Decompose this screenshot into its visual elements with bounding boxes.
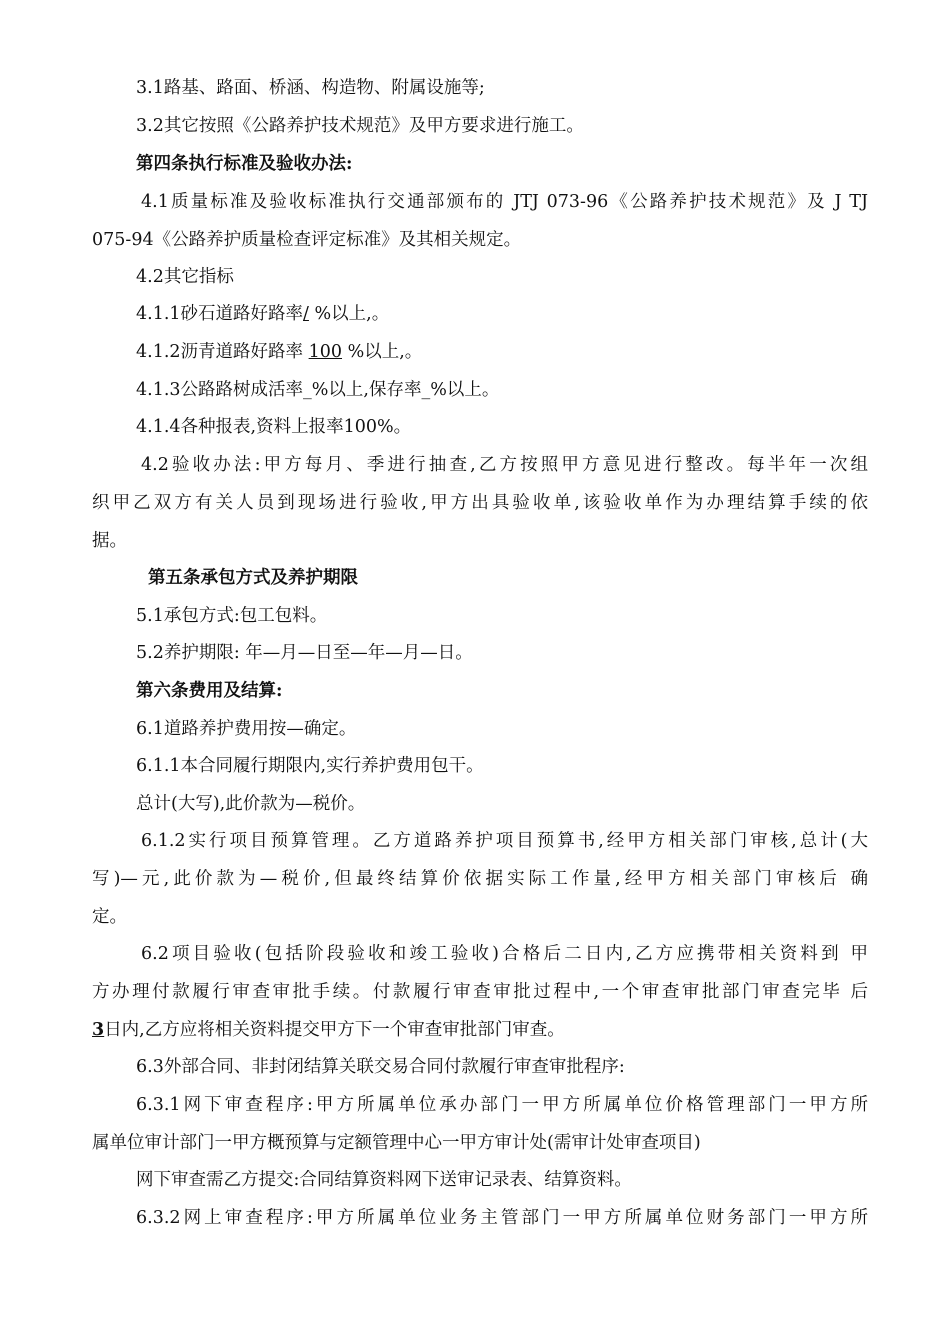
acceptance-method-line1: 4.2验收办法:甲方每月、季进行抽查,乙方按照甲方意见进行整改。每半年一次组: [141, 455, 868, 475]
clause-4-1-2-suffix: %以上,。: [347, 342, 423, 362]
clause-6-2-line3: [92, 1018, 565, 1042]
article-4-heading: 第四条执行标准及验收办法:: [136, 154, 353, 174]
clause-6-2-line2: 方办理付款履行审查审批手续。付款履行审查审批过程中,一个审查审批部门审查完毕 后: [92, 982, 868, 1002]
clause-6-2-line3-text: 日内,乙方应将相关资料提交甲方下一个审查审批部门审查。: [104, 1020, 565, 1040]
acceptance-method-line3: 据。: [92, 531, 127, 551]
clause-4-1-2-text: 4.1.2沥青道路好路率: [136, 342, 304, 362]
clause-4-1-1-text: 4.1.1砂石道路好路率: [136, 304, 304, 324]
clause-4-1-4: 4.1.4各种报表,资料上报率100%。: [136, 417, 412, 437]
clause-5-1: 5.1承包方式:包工包料。: [136, 606, 328, 626]
clause-5-2: 5.2养护期限: 年—月—日至—年—月—日。: [136, 643, 473, 663]
clause-4-2: 4.2其它指标: [136, 267, 234, 287]
total-amount: 总计(大写),此价款为—税价。: [136, 794, 366, 814]
clause-4-1-line1: 4.1质量标准及验收标准执行交通部颁布的 JTJ 073-96《公路养护技术规范》及 J TJ: [141, 192, 868, 212]
acceptance-method-line2: 织甲乙双方有关人员到现场进行验收,甲方出具验收单,该验收单作为办理结算手续的依: [92, 493, 868, 513]
article-6-heading: 第六条费用及结算:: [136, 681, 283, 701]
clause-6-3-2-line1: 6.3.2网上审查程序:甲方所属单位业务主管部门一甲方所属单位财务部门一甲方所: [136, 1208, 868, 1228]
clause-6-1-2-line3: 定。: [92, 907, 127, 927]
clause-3-1: 3.1路基、路面、桥涵、构造物、附属设施等;: [136, 78, 485, 98]
clause-6-3-1-line1: 6.3.1网下审查程序:甲方所属单位承办部门一甲方所属单位价格管理部门一甲方所: [136, 1095, 868, 1115]
clause-4-1-1-value: /: [303, 304, 309, 324]
clause-6-1-2-line2: 写)—元,此价款为—税价,但最终结算价依据实际工作量,经甲方相关部门审核后 确: [92, 869, 868, 889]
clause-6-1-1: 6.1.1本合同履行期限内,实行养护费用包干。: [136, 756, 484, 776]
clause-6-2-line1: 6.2项目验收(包括阶段验收和竣工验收)合格后二日内,乙方应携带相关资料到 甲: [141, 944, 868, 964]
clause-4-1-1: [136, 302, 389, 326]
clause-6-1: 6.1道路养护费用按—确定。: [136, 719, 357, 739]
clause-6-2-days: 3: [92, 1020, 105, 1040]
clause-4-1-2-value: 100: [308, 342, 343, 362]
offline-review-requirement: 网下审查需乙方提交:合同结算资料网下送审记录表、结算资料。: [136, 1170, 632, 1190]
clause-6-3-1-line2: 属单位审计部门一甲方概预算与定额管理中心一甲方审计处(需审计处审查项目): [92, 1133, 701, 1153]
article-5-heading: 第五条承包方式及养护期限: [148, 568, 358, 588]
clause-4-1-3: 4.1.3公路路树成活率_%以上,保存率_%以上。: [136, 380, 500, 400]
clause-3-2: 3.2其它按照《公路养护技术规范》及甲方要求进行施工。: [136, 116, 584, 136]
clause-4-1-2: [136, 340, 422, 364]
clause-6-3: 6.3外部合同、非封闭结算关联交易合同付款履行审查审批程序:: [136, 1057, 625, 1077]
clause-4-1-1-suffix: %以上,。: [314, 304, 390, 324]
clause-4-1-line2: 075-94《公路养护质量检查评定标准》及其相关规定。: [92, 230, 522, 250]
clause-6-1-2-line1: 6.1.2实行项目预算管理。乙方道路养护项目预算书,经甲方相关部门审核,总计(大: [141, 831, 868, 851]
